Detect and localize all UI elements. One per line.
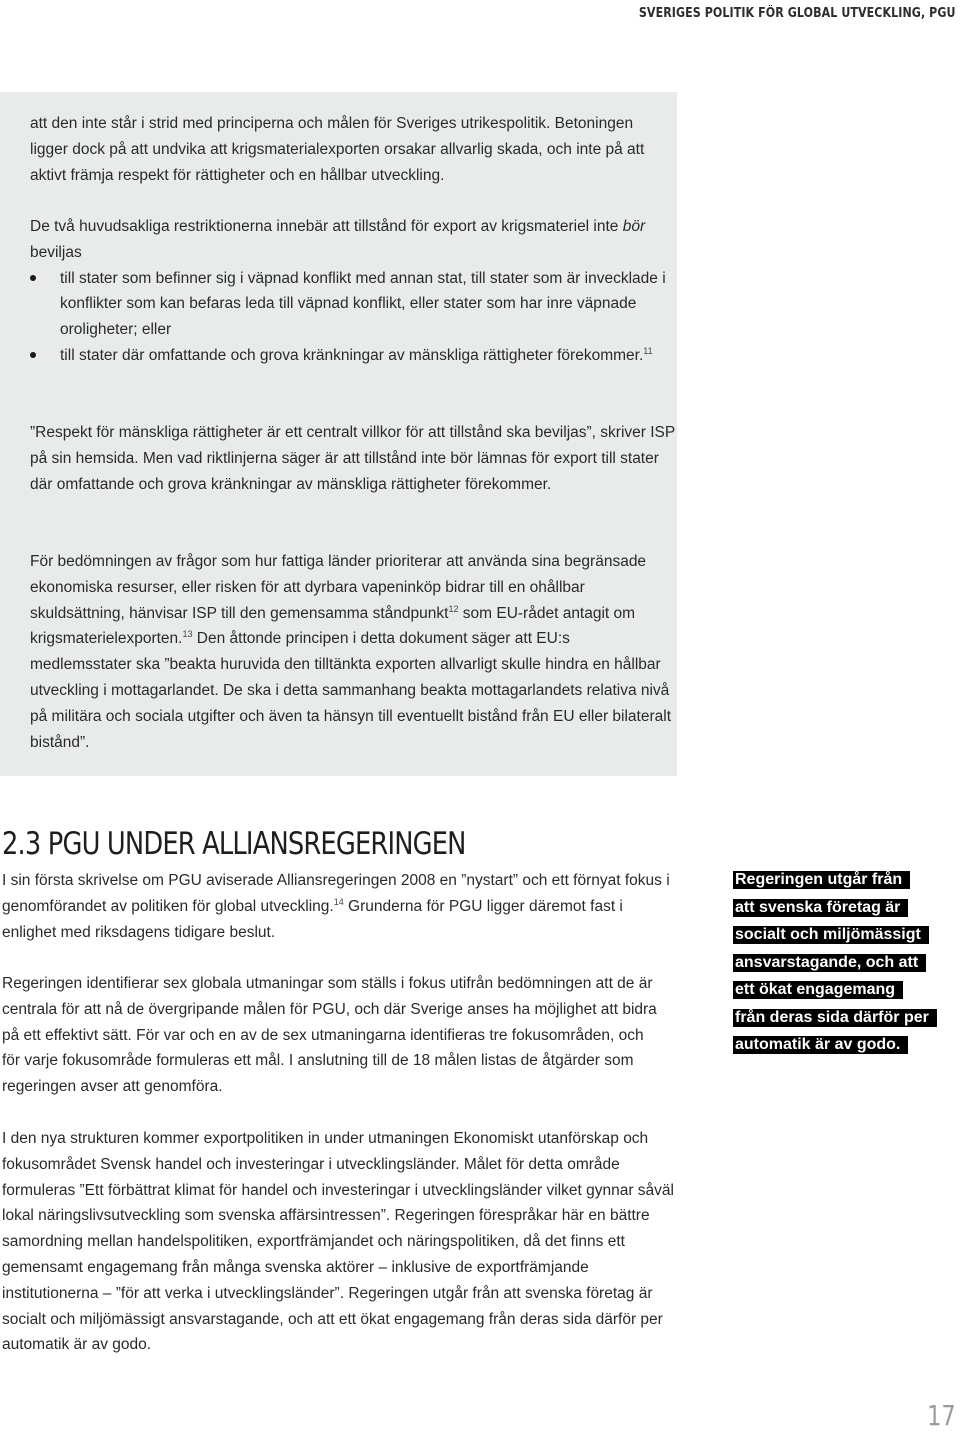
pull-quote-line: automatik är av godo.	[733, 1036, 908, 1054]
box-paragraph-2	[30, 214, 675, 369]
section-heading: 2.3 PGU UNDER ALLIANSREGERINGEN	[2, 826, 466, 862]
running-header: SVERIGES POLITIK FÖR GLOBAL UTVECKLING, PGU	[639, 6, 956, 21]
footnote-ref-11: 11	[643, 345, 653, 356]
box-paragraph-4-text-a: För bedömningen av frågor som hur fattiga länder prioriterar att använda sina begränsade ekonomiska resurser, eller risken för att dyrbara vapeninköp bidrar till en ohållbar skuldsättning, hänvisar ISP till den gemensamma ståndpunkt	[30, 553, 647, 622]
pull-quote-line: ansvarstagande, och att	[733, 954, 926, 972]
page-number: 17	[927, 1399, 956, 1432]
restriction-item-1-text: till stater som befinner sig i väpnad konflikt med annan stat, till stater som är invecklade i konflikter som kan befaras leda till väpnad konflikt, eller stater som har inre väpnade oroligheter; eller	[60, 269, 666, 339]
restriction-item-1	[30, 266, 675, 343]
box-paragraph-4-text-c: Den åttonde principen i detta dokument säger att EU:s medlemsstater ska ”beakta huruvida den tilltänkta exporten allvarligt skulle hindra en hållbar utveckling i mottagarlandet. De ska i detta sammanhang beakta mottagarlandets relativa nivå på militära och sociala utgifter och även ta hänsyn till eventuellt bistånd från EU eller bilateralt bistånd”.	[30, 630, 672, 751]
box-paragraph-1: att den inte står i strid med principerna och målen för Sveriges utrikespolitik. Betoningen ligger dock på att undvika att krigsmaterialexporten orsakar allvarlig skada, och inte på att aktivt främja respekt för rättigheter och en hållbar utveckling.	[30, 115, 645, 184]
box-paragraph-4-text-b: som EU-rådet antagit om krigsmaterielexporten.	[30, 604, 636, 648]
box-paragraph-2-text-end: beviljas	[30, 243, 82, 261]
section-paragraph-1-text-a: I sin första skrivelse om PGU aviserade Alliansregeringen 2008 en ”nystart” och ett förnyat fokus i genomförandet av politiken för global utveckling.	[2, 872, 670, 915]
section-paragraph-1-text-b: Grunderna för PGU ligger däremot fast i enlighet med riksdagens tidigare beslut.	[2, 897, 623, 941]
box-paragraph-3: ”Respekt för mänskliga rättigheter är ett centralt villkor för att tillstånd ska beviljas”, skriver ISP på sin hemsida. Men vad riktlinjerna säger är att tillstånd inte bör lämnas för export till stater där omfattande och grova kränkningar av mänskliga rättigheter förekommer.	[30, 424, 675, 493]
restriction-item-2	[30, 343, 675, 369]
restriction-item-2-text: till stater där omfattande och grova kränkningar av mänskliga rättigheter förekommer.	[60, 346, 644, 364]
footnote-ref-12: 12	[448, 603, 459, 614]
pull-quote-line: ett ökat engagemang	[733, 981, 903, 999]
section-paragraph-1	[2, 868, 674, 945]
restriction-list	[30, 266, 675, 369]
section-paragraph-2: Regeringen identifierar sex globala utmaningar som ställs i fokus utifrån bedömningen att de är centrala för att nå de övergripande målen för PGU, och där Sverige anses ha möjlighet att bidra på ett effektivt sätt. För var och en av de sex utmaningarna identifieras tre fokusområden, och för varje fokusområde formuleras ett mål. I anslutning till de 18 målen listas de åtgärder som regeringen avser att genomföra.	[2, 975, 657, 1096]
pull-quote-line: att svenska företag är	[733, 899, 908, 917]
pull-quote-line: från deras sida därför per	[733, 1009, 937, 1027]
section-paragraph-3: I den nya strukturen kommer exportpolitiken in under utmaningen Ekonomiskt utanförskap och fokusområdet Svensk handel och investeringar i utvecklingsländer. Målet för detta område formuleras ”Ett förbättrat klimat för handel och investeringar i utvecklingsländer vilket gynnar såväl lokal näringslivsutveckling som svenska affärsintressen”. Regeringen förespråkar här en bättre samordning mellan handelspolitiken, exportfrämjandet och näringspolitiken, då det finns ett gemensamt engagemang från många svenska aktörer – inklusive de exportfrämjande institutionerna – ”för att verka i utvecklingsländer”. Regeringen utgår från att svenska företag är socialt och miljömässigt ansvarstagande, och att ett ökat engagemang från deras sida därför per automatik är av godo.	[2, 1130, 674, 1354]
box-paragraph-2-text: De två huvudsakliga restriktionerna innebär att tillstånd för export av krigsmateriel inte	[30, 218, 623, 235]
pull-quote-line: socialt och miljömässigt	[733, 926, 929, 944]
pull-quote	[733, 866, 958, 1059]
pull-quote-line: Regeringen utgår från	[733, 871, 910, 889]
box-paragraph-2-emphasis: bör	[622, 218, 646, 235]
footnote-ref-14: 14	[333, 896, 344, 907]
footnote-ref-13: 13	[182, 629, 193, 640]
box-paragraph-4	[30, 549, 675, 755]
